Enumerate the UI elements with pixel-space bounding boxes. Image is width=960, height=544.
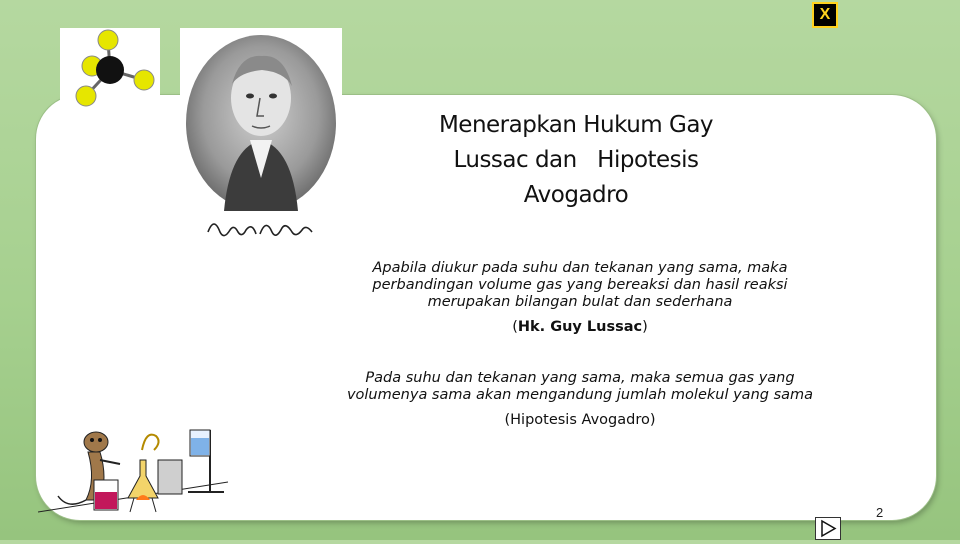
title-line: Avogadro [523,182,629,208]
title-line: Menerapkan Hukum Gay [438,112,714,138]
slide-number: 2 [876,505,884,520]
avogadro-hypothesis [330,370,830,429]
avogadro-source: (Hipotesis Avogadro) [504,412,656,428]
avogadro-statement: Pada suhu dan tekanan yang sama, maka semua gas yang volumenya sama akan mengandung jumlah molekul yang sama [346,370,814,403]
gay-lussac-source: (Hk. Guy Lussac) [512,319,648,335]
lab-illustration [38,420,238,520]
molecule-image [60,28,160,116]
next-button[interactable] [815,517,841,540]
slide-title [400,108,752,213]
gay-lussac-law [330,260,830,336]
gay-lussac-statement: Apabila diukur pada suhu dan tekanan yang sama, maka perbandingan volume gas yang bereaksi dan hasil reaksi merupakan bilangan bulat dan sederhana [372,260,788,310]
title-line: Lussac dan Hipotesis [453,147,699,173]
play-triangle-icon [816,518,840,539]
avogadro-signature [200,210,320,250]
close-button[interactable]: X [812,2,838,28]
gay-lussac-source-name: Hk. Guy Lussac [517,319,643,335]
